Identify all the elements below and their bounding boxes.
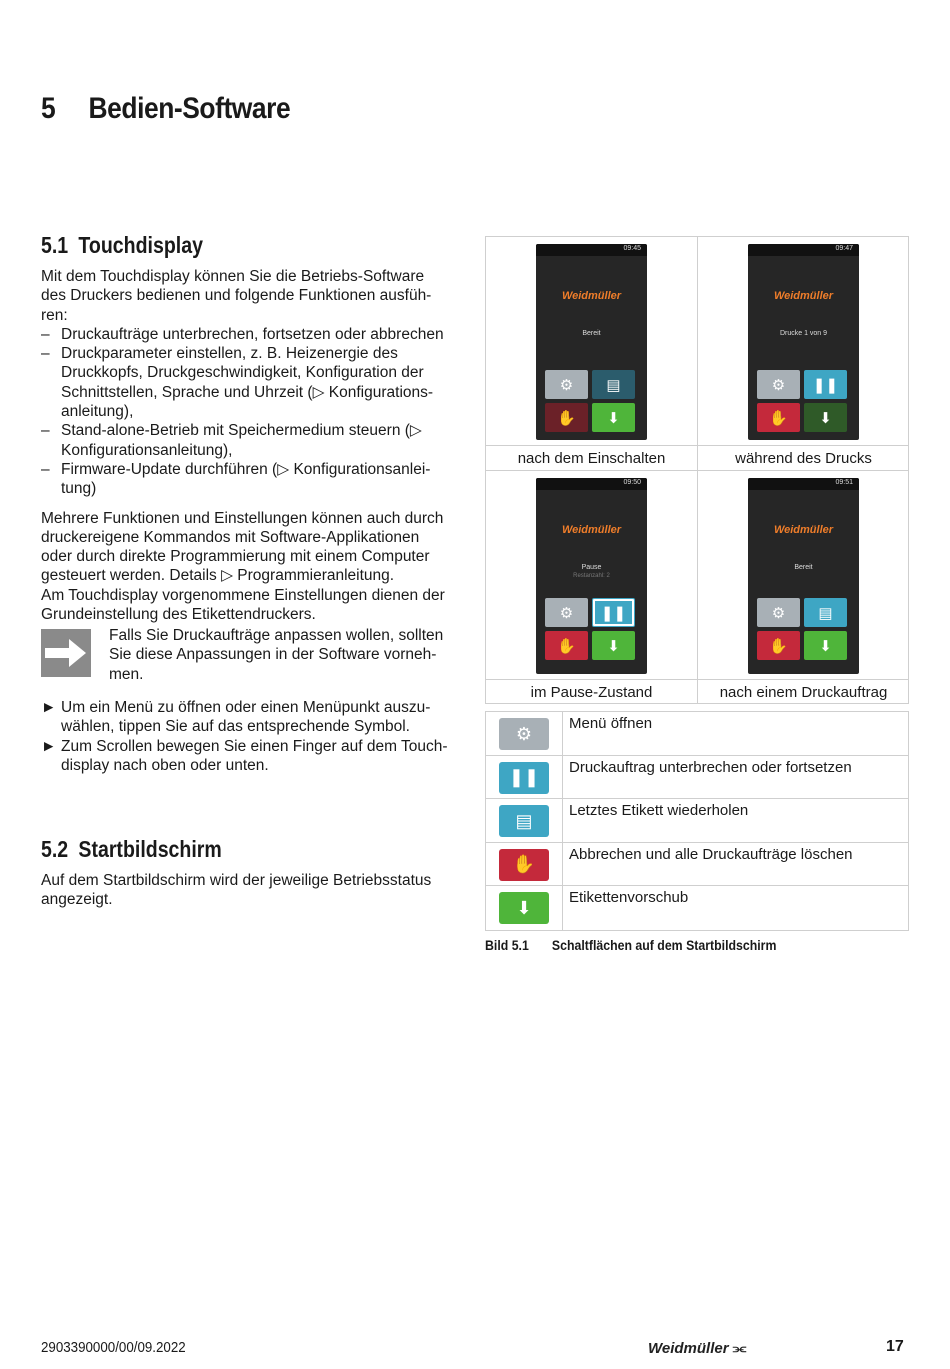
step-arrow-icon: ►	[41, 737, 57, 755]
text-line: Schnittstellen, Sprache und Uhrzeit (▷ Konfigurations-	[61, 383, 434, 401]
figure-caption	[485, 937, 776, 953]
instruction-steps	[41, 698, 471, 775]
status-time: 09:45	[623, 245, 641, 252]
status-submessage: Restanzahl: 2	[573, 573, 610, 579]
section-title: Startbildschirm	[78, 836, 222, 862]
feed-arrow-icon[interactable]: ⬇	[592, 631, 635, 660]
pause-icon[interactable]: ❚❚	[592, 598, 635, 627]
chapter-heading	[41, 92, 290, 126]
repeat-label-icon[interactable]: ▤	[804, 598, 847, 627]
document-number: 2903390000/00/09.2022	[41, 1340, 186, 1356]
legend-text: Letztes Etikett wiederholen	[569, 802, 749, 820]
repeat-label-icon[interactable]: ▤	[592, 370, 635, 399]
screen-caption: nach einem Druckauftrag	[719, 684, 888, 701]
legend-row	[486, 756, 908, 800]
status-time: 09:51	[835, 479, 853, 486]
text-line: gesteuert werden. Details ▷ Programmieranleitung.	[41, 567, 395, 585]
text-line: Mehrere Funktionen und Einstellungen können auch durch	[41, 509, 444, 527]
note-text	[109, 626, 469, 684]
pause-icon[interactable]: ❚❚	[804, 370, 847, 399]
screen-caption: im Pause-Zustand	[530, 684, 653, 701]
text-line: oder durch direkte Programmierung mit einem Computer	[41, 548, 430, 566]
screen-after-print-job	[748, 478, 859, 674]
screen-caption: nach dem Einschalten	[517, 450, 666, 467]
text-line: Falls Sie Druckaufträge anpassen wollen, sollten	[109, 627, 444, 644]
dash-mark: –	[41, 460, 50, 478]
brand-name: Weidmüller	[648, 1340, 729, 1357]
brand-logo: Weidmüller	[773, 524, 834, 536]
text-line: wählen, tippen Sie auf das entsprechende Symbol.	[61, 718, 410, 736]
stop-hand-icon[interactable]: ✋	[757, 631, 800, 660]
step-list	[41, 698, 471, 775]
text-line: Sie diese Anpassungen in der Software vorneh-	[109, 646, 437, 664]
button-legend	[485, 711, 909, 931]
legend-row	[486, 886, 908, 930]
status-message: Drucke 1 von 9	[779, 330, 828, 337]
section-5-2-body	[41, 871, 471, 910]
legend-text: Menü öffnen	[569, 715, 653, 732]
text-line: Firmware-Update durchführen (▷ Konfigurationsanlei-	[61, 460, 431, 478]
text-line: Am Touchdisplay vorgenommene Einstellungen dienen der	[41, 586, 445, 604]
legend-row	[486, 712, 908, 756]
text-line: display nach oben oder unten.	[61, 756, 269, 774]
repeat-label-icon: ▤	[499, 805, 549, 837]
gear-icon[interactable]: ⚙	[757, 598, 800, 627]
text-line: Mit dem Touchdisplay können Sie die Betriebs-Software	[41, 268, 425, 285]
text-line: Druckkopfs, Druckgeschwindigkeit, Konfiguration der	[61, 364, 424, 382]
intro-paragraph	[41, 267, 471, 325]
section-5-2-heading	[41, 836, 407, 863]
stop-hand-icon[interactable]: ✋	[545, 631, 588, 660]
text-line: des Druckers bedienen und folgende Funktionen ausfüh-	[41, 287, 432, 305]
text-line: Zum Scrollen bewegen Sie einen Finger auf dem Touch-	[61, 737, 448, 755]
divider	[486, 679, 908, 680]
list-item	[41, 344, 471, 421]
section-title: Touchdisplay	[78, 232, 203, 258]
text-line: tung)	[61, 480, 97, 498]
text-line: Druckaufträge unterbrechen, fortsetzen oder abbrechen	[61, 325, 444, 343]
divider	[562, 756, 563, 799]
divider	[562, 886, 563, 930]
screen-paused	[536, 478, 647, 674]
screen-caption: während des Drucks	[735, 450, 872, 467]
feed-arrow-icon[interactable]: ⬇	[592, 403, 635, 432]
brand-logo: Weidmüller	[561, 290, 622, 302]
divider	[486, 445, 908, 446]
section-5-1-heading	[41, 232, 407, 259]
text-line: druckereigene Kommandos mit Software-Applikationen	[41, 528, 420, 546]
stop-hand-icon[interactable]: ✋	[545, 403, 588, 432]
figure-caption-text: Schaltflächen auf dem Startbildschirm	[551, 937, 777, 953]
dash-mark: –	[41, 345, 50, 363]
divider	[562, 843, 563, 886]
step-item	[41, 698, 471, 737]
list-item	[41, 421, 471, 460]
brand-logo: Weidmüller	[561, 524, 622, 536]
status-time: 09:47	[835, 245, 853, 252]
chapter-number: 5	[41, 92, 56, 125]
feed-arrow-icon: ⬇	[499, 892, 549, 924]
page-number: 17	[886, 1338, 904, 1355]
dash-mark: –	[41, 422, 50, 440]
status-bar	[748, 244, 859, 256]
divider	[486, 470, 908, 471]
status-bar	[748, 478, 859, 490]
text-line: Um ein Menü zu öffnen oder einen Menüpunkt auszu-	[61, 699, 431, 716]
brand-logo: Weidmüller	[773, 290, 834, 302]
status-message: Bereit	[582, 330, 601, 337]
text-line: Auf dem Startbildschirm wird der jeweilige Betriebsstatus	[41, 872, 432, 889]
note-arrow-icon	[41, 629, 91, 677]
details-paragraph	[41, 509, 471, 625]
text-line: Konfigurationsanleitung),	[61, 441, 233, 459]
legend-text: Druckauftrag unterbrechen oder fortsetzen	[569, 758, 852, 776]
legend-row	[486, 799, 908, 843]
status-bar	[536, 478, 647, 490]
stop-hand-icon[interactable]: ✋	[757, 403, 800, 432]
text-line: ren:	[41, 306, 68, 324]
gear-icon[interactable]: ⚙	[545, 598, 588, 627]
screen-after-power-on	[536, 244, 647, 440]
step-arrow-icon: ►	[41, 699, 57, 716]
step-item	[41, 737, 471, 776]
status-message: Pause	[581, 564, 602, 571]
brand-mark-icon: ⫘	[732, 1340, 747, 1357]
legend-text: Abbrechen und alle Druckaufträge löschen	[569, 845, 853, 863]
legend-row	[486, 843, 908, 887]
function-list	[41, 325, 471, 499]
text-line: Grundeinstellung des Etikettendruckers.	[41, 606, 316, 624]
feed-arrow-icon[interactable]: ⬇	[804, 631, 847, 660]
divider	[562, 799, 563, 842]
status-message: Bereit	[794, 564, 813, 571]
divider	[562, 712, 563, 755]
text-line: Stand-alone-Betrieb mit Speichermedium steuern (▷	[61, 422, 422, 440]
screen-grid	[485, 236, 909, 704]
screen-during-print	[748, 244, 859, 440]
text-line: anleitung),	[61, 403, 134, 421]
list-item	[41, 460, 471, 499]
figure-label: Bild 5.1	[485, 937, 529, 953]
section-5-1-body	[41, 267, 471, 624]
gear-icon: ⚙	[499, 718, 549, 750]
gear-icon[interactable]: ⚙	[545, 370, 588, 399]
dash-mark: –	[41, 325, 50, 343]
section-number: 5.1	[41, 232, 69, 258]
list-item	[41, 325, 471, 344]
gear-icon[interactable]: ⚙	[757, 370, 800, 399]
text-line: men.	[109, 665, 144, 683]
legend-text: Etikettenvorschub	[569, 889, 689, 907]
chapter-title: Bedien-Software	[88, 92, 291, 125]
status-bar	[536, 244, 647, 256]
text-line: Druckparameter einstellen, z. B. Heizenergie des	[61, 345, 398, 363]
feed-arrow-icon[interactable]: ⬇	[804, 403, 847, 432]
status-time: 09:50	[623, 479, 641, 486]
stop-hand-icon: ✋	[499, 849, 549, 881]
footer-brand-logo	[648, 1340, 746, 1357]
text-line: angezeigt.	[41, 891, 113, 909]
section-number: 5.2	[41, 836, 69, 862]
pause-icon: ❚❚	[499, 762, 549, 794]
